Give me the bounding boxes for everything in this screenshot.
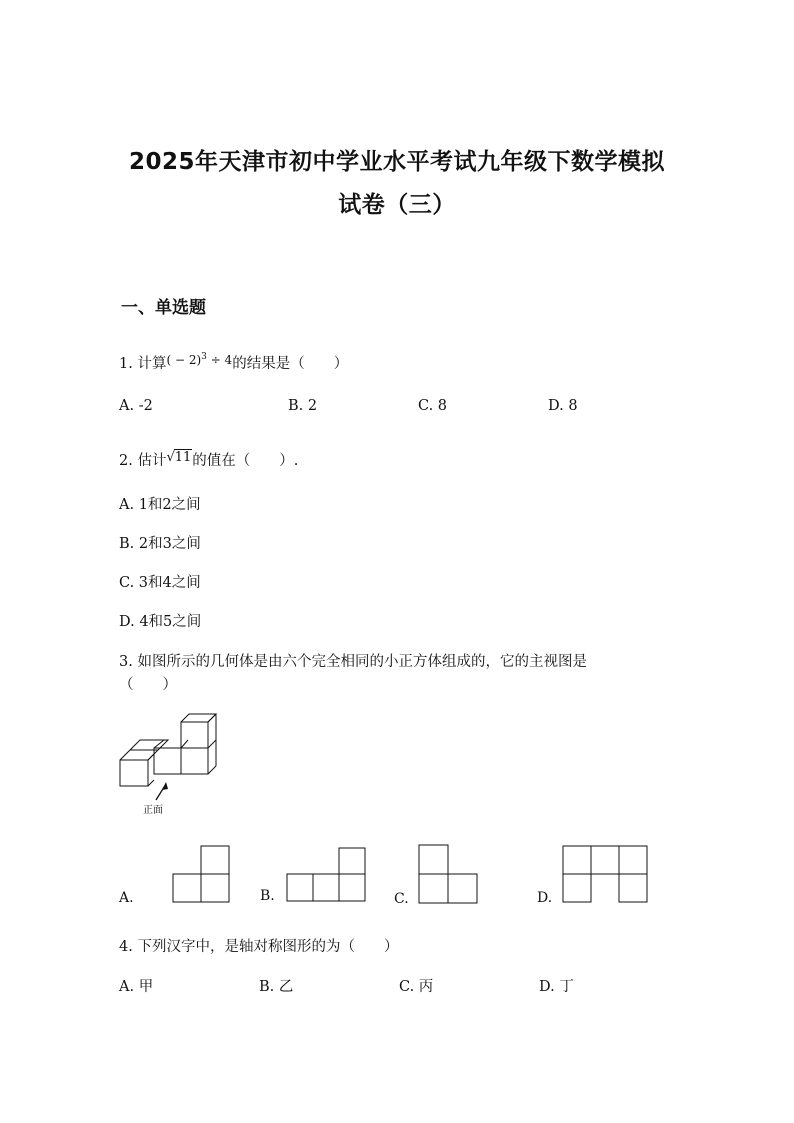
- q2-option-d: D. 4和5之间: [119, 614, 202, 630]
- q3-option-c-label: C.: [394, 891, 409, 907]
- q3-option-a-label: A.: [119, 890, 134, 906]
- q1-suffix: 的结果是（ ）: [232, 356, 349, 372]
- q3-option-b-figure: [286, 847, 368, 905]
- q3-option-d-figure: [562, 845, 650, 905]
- q1-option-a: A. -2: [119, 398, 153, 414]
- q3-option-c-figure: [418, 844, 480, 906]
- q2-suffix: 的值在（ ）.: [192, 453, 299, 469]
- q2-prefix: 2. 估计: [119, 453, 167, 469]
- q1-prefix: 1. 计算: [119, 356, 167, 372]
- cube-figure: [118, 710, 228, 820]
- q4-option-b: B. 乙: [259, 979, 294, 995]
- q4-option-d: D. 丁: [539, 979, 574, 995]
- question-4: 4. 下列汉字中，是轴对称图形的为（ ）: [119, 939, 399, 955]
- q2-option-c: C. 3和4之间: [119, 575, 201, 591]
- question-3: 3. 如图所示的几何体是由六个完全相同的小正方体组成的，它的主视图是: [119, 654, 587, 670]
- question-1: [119, 352, 348, 373]
- figure-label-front: 正面: [143, 805, 163, 816]
- q2-option-a: A. 1和2之间: [119, 497, 201, 513]
- section-heading: 一、单选题: [121, 298, 206, 318]
- q1-formula: ( − 2)3 ÷ 4: [166, 352, 233, 367]
- q3-option-b-label: B.: [260, 888, 275, 904]
- q3-option-d-label: D.: [537, 890, 553, 906]
- question-2: [119, 449, 298, 470]
- q2-option-b: B. 2和3之间: [119, 536, 201, 552]
- q2-sqrt: √11: [166, 450, 192, 465]
- q1-option-d: D. 8: [548, 398, 578, 414]
- title-line-2: 试卷（三）: [338, 192, 456, 218]
- q4-option-a: A. 甲: [119, 979, 154, 995]
- q1-option-c: C. 8: [418, 398, 448, 414]
- q1-option-b: B. 2: [288, 398, 318, 414]
- q4-option-c: C. 丙: [399, 979, 434, 995]
- question-3-cont: （ ）: [119, 677, 177, 693]
- title-line-1: 2025年天津市初中学业水平考试九年级下数学模拟: [128, 149, 665, 175]
- q3-option-a-figure: [172, 845, 230, 905]
